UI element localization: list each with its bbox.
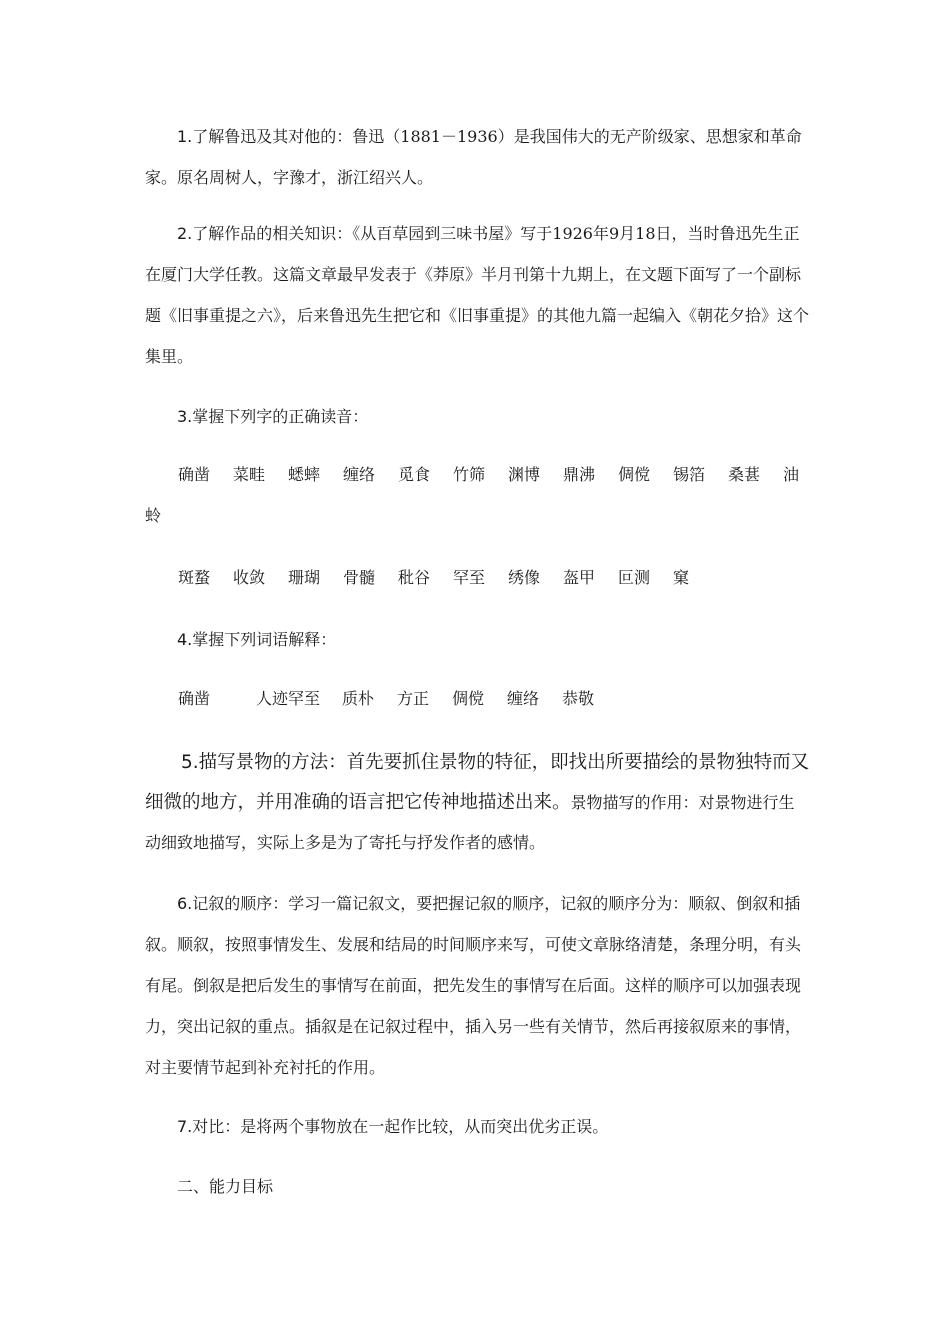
paragraph-text: 记叙的顺序：学习一篇记叙文，要把握记叙的顺序，记叙的顺序分为：顺叙、倒叙和插叙。顺叙，按照事情发生、发展和结局的时间顺序来写，可使文章脉络清楚，条理分明，有头有尾。倒叙是把后发生的事情写在前面，把先发生的事情写在后面。这样的顺序可以加强表现力，突出记叙的重点。插叙是在记叙过程中，插入另一些有关情节，然后再接叙原来的事情，对主要情节起到补充衬托的作用。: [145, 894, 802, 1077]
word: 叵测: [618, 568, 651, 587]
word: 菜畦: [233, 465, 266, 484]
word: 恭敬: [562, 689, 595, 708]
item-number: 2.: [177, 224, 193, 243]
pronunciation-row-2: [178, 568, 689, 588]
item-number: 3.: [177, 407, 193, 426]
paragraph-text: 掌握下列字的正确读音：: [192, 407, 369, 426]
paragraph-6: [145, 883, 810, 1088]
word: 罕至: [453, 568, 486, 587]
word: 骨髓: [343, 568, 376, 587]
word: 确凿: [178, 689, 211, 708]
pronunciation-row-1: [178, 465, 799, 485]
word: 人迹罕至: [256, 689, 321, 708]
word: 鼎沸: [563, 465, 596, 484]
word: 收敛: [233, 568, 266, 587]
word: 渊博: [508, 465, 541, 484]
word: 油: [783, 465, 800, 484]
word: 质朴: [342, 689, 375, 708]
word: 秕谷: [398, 568, 431, 587]
paragraph-text: 了解作品的相关知识：《从百草园到三味书屋》写于1926年9月18日，当时鲁迅先生正在厦门大学任教。这篇文章最早发表于《莽原》半月刊第十九期上，在文题下面写了一个副标题《旧事重提之六》，后来鲁迅先生把它和《旧事重提》的其他九篇一起编入《朝花夕拾》这个集里。: [145, 224, 810, 366]
word: 蟋蟀: [288, 465, 321, 484]
pronunciation-row-1-wrap: 蛉: [145, 506, 162, 525]
paragraph-5: [145, 743, 810, 863]
item-number: 6.: [177, 894, 193, 913]
paragraph-7: [145, 1106, 810, 1147]
item-number: 7.: [177, 1117, 193, 1136]
item-number: 1.: [177, 127, 193, 146]
paragraph-2: [145, 213, 810, 377]
word: 倜傥: [452, 689, 485, 708]
word: 缠络: [507, 689, 540, 708]
word: 觅食: [398, 465, 431, 484]
section-heading: 二、能力目标: [177, 1177, 274, 1196]
paragraph-lead-text: 描写景物的方法：首先要抓住景物的特征，即找出所要描绘的景物独特而又细微的地方，并用准确的语言把它传神地描述出来。: [145, 752, 810, 813]
paragraph-3: [145, 396, 810, 437]
paragraph-text: 景物描写的作用：对景物进行生动细致地描写，实际上多是为了寄托与抒发作者的感情。: [145, 793, 795, 852]
vocab-row: [178, 689, 594, 709]
word: 桑葚: [728, 465, 761, 484]
paragraph-1: [145, 116, 810, 198]
word: 绣像: [508, 568, 541, 587]
paragraph-4: [145, 619, 810, 660]
word: 缠络: [343, 465, 376, 484]
word: 盔甲: [563, 568, 596, 587]
paragraph-text: 掌握下列词语解释：: [192, 630, 337, 649]
paragraph-text: 对比：是将两个事物放在一起作比较，从而突出优劣正误。: [192, 1117, 609, 1136]
word: 方正: [397, 689, 430, 708]
word: 锡箔: [673, 465, 706, 484]
word: 竹筛: [453, 465, 486, 484]
word: 斑蝥: [178, 568, 211, 587]
paragraph-text: 了解鲁迅及其对他的：鲁迅（1881－1936）是我国伟大的无产阶级家、思想家和革命家。原名周树人，字豫才，浙江绍兴人。: [145, 127, 802, 187]
word: 倜傥: [618, 465, 651, 484]
word: 确凿: [178, 465, 211, 484]
word: 窠: [673, 568, 690, 587]
item-number: 4.: [177, 630, 193, 649]
item-number: 5.: [181, 752, 199, 773]
word: 珊瑚: [288, 568, 321, 587]
